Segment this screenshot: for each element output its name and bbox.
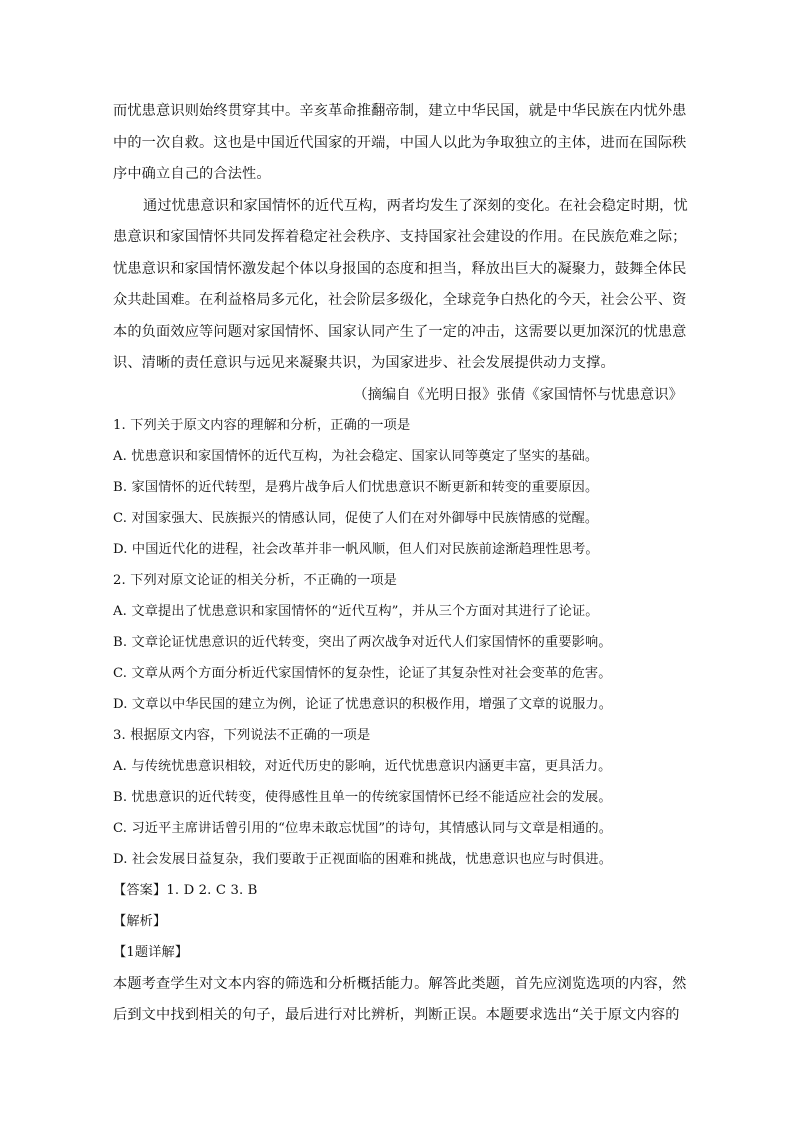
question-option: B. 文章论证忧患意识的近代转变，突出了两次战争对近代人们家国情怀的重要影响。 [113, 635, 612, 650]
question-option: A. 与传统忧患意识相较，对近代历史的影响，近代忧患意识内涵更丰富，更具活力。 [113, 759, 612, 774]
detail-label: 【1题详解】 [113, 945, 189, 960]
question-option: C. 对国家强大、民族振兴的情感认同，促使了人们在对外御辱中民族情感的觉醒。 [113, 511, 599, 526]
paragraph-line: 序中确立自己的合法性。 [113, 166, 271, 182]
detail-text-line: 后到文中找到相关的句子，最后进行对比辨析，判断正误。本题要求选出“关于原文内容的 [113, 1007, 680, 1023]
paragraph-line: 识、清晰的责任意识与远见来凝聚共识，为国家进步、社会发展提供动力支撑。 [113, 355, 615, 371]
detail-text-line: 本题考查学生对文本内容的筛选和分析概括能力。解答此类题，首先应浏览选项的内容，然 [113, 976, 687, 992]
question-option: D. 中国近代化的进程，社会改革并非一帆风顺，但人们对民族前途渐趋理性思考。 [113, 542, 599, 557]
paragraph-line: 忧患意识和家国情怀激发起个体以身报国的态度和担当，释放出巨大的凝聚力，鼓舞全体民 [113, 261, 687, 277]
paragraph-line: 中的一次自救。这也是中国近代国家的开端，中国人以此为争取独立的主体，进而在国际秩 [113, 135, 687, 151]
source-citation: （摘编自《光明日报》张倩《家国情怀与忧患意识》 [353, 387, 683, 403]
paragraph-line: 众共赴国难。在利益格局多元化，社会阶层多级化，全球竞争白热化的今天，社会公平、资 [113, 292, 687, 308]
question-option: A. 文章提出了忧患意识和家国情怀的“近代互构”，并从三个方面对其进行了论证。 [113, 604, 599, 619]
question-option: C. 文章从两个方面分析近代家国情怀的复杂性，论证了其复杂性对社会变革的危害。 [113, 666, 612, 681]
paragraph-line: 本的负面效应等问题对家国情怀、国家认同产生了一定的冲击，这需要以更加深沉的忧患意 [113, 324, 687, 340]
question-option: D. 社会发展日益复杂，我们要敢于正视面临的困难和挑战，忧患意识也应与时俱进。 [113, 852, 613, 867]
question-stem: 3. 根据原文内容，下列说法不正确的一项是 [113, 728, 371, 743]
question-option: B. 家国情怀的近代转型，是鸦片战争后人们忧患意识不断更新和转变的重要原因。 [113, 480, 599, 495]
question-stem: 2. 下列对原文论证的相关分析，不正确的一项是 [113, 573, 397, 588]
question-option: B. 忧患意识的近代转变，使得感性且单一的传统家国情怀已经不能适应社会的发展。 [113, 790, 612, 805]
paragraph-line: 通过忧患意识和家国情怀的近代互构，两者均发生了深刻的变化。在社会稳定时期，忧 [143, 198, 688, 214]
question-stem: 1. 下列关于原文内容的理解和分析，正确的一项是 [113, 418, 411, 433]
analysis-label: 【解析】 [113, 914, 167, 929]
paragraph-line: 患意识和家国情怀共同发挥着稳定社会秩序、支持国家社会建设的作用。在民族危难之际； [113, 229, 687, 245]
answer-key: 【答案】1. D 2. C 3. B [113, 883, 258, 898]
question-option: C. 习近平主席讲话曾引用的“位卑未敢忘忧国”的诗句，其情感认同与文章是相通的。 [113, 821, 613, 836]
question-option: D. 文章以中华民国的建立为例，论证了忧患意识的积极作用，增强了文章的说服力。 [113, 697, 613, 712]
question-option: A. 忧患意识和家国情怀的近代互构，为社会稳定、国家认同等奠定了坚实的基础。 [113, 449, 599, 464]
paragraph-line: 而忧患意识则始终贯穿其中。辛亥革命推翻帝制，建立中华民国，就是中华民族在内忧外患 [113, 103, 687, 119]
